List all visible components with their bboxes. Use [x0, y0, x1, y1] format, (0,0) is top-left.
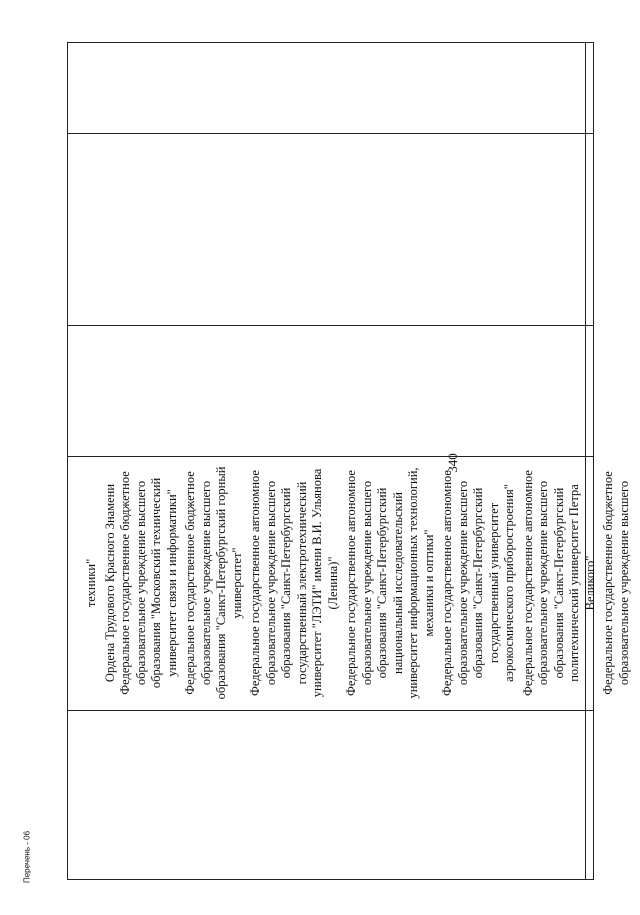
footer-note: Перечень - 06 — [22, 830, 32, 884]
organization-entry: Федеральное государственное бюджетное образовательное учреждение высшего образования "Санкт-Петербургский горный университет" — [183, 466, 244, 700]
organization-entry: техники" — [84, 558, 98, 608]
organization-entry: Ордена Трудового Красного Знамени Федеральное государственное бюджетное образовательное учреждение высшего образования "Московский технический университет связи и информатики" — [102, 471, 179, 695]
rotated-text-block — [84, 459, 631, 707]
organization-entry: Федеральное государственное автономное образовательное учреждение высшего образования "Санкт-Петербургский государственный электротехнический университет "ЛЭТИ" имени В.И. Ульянова (Ленина)" — [248, 468, 340, 698]
organization-entry: Федеральное государственное бюджетное образовательное учреждение высшего — [601, 471, 631, 695]
organization-entry: Федеральное государственное автономное образовательное учреждение высшего образования "Санкт-Петербургский национальный исследовательский университет информационных технологий, механики и оптики" — [344, 467, 436, 699]
organizations-cell — [84, 459, 631, 707]
row-divider — [68, 456, 593, 457]
organization-entry: Федеральное государственное автономное образовательное учреждение высшего образования "Санкт-Петербургский государственный университет аэрокосмического приборостроения" — [440, 470, 516, 696]
row-divider — [68, 710, 593, 711]
page-number: 340 — [445, 453, 460, 473]
row-divider — [68, 133, 593, 134]
organization-entry: Федеральное государственное автономное образовательное учреждение высшего образования "Санкт-Петербургский политехнический университет Петра Великого" — [520, 470, 597, 696]
row-divider — [68, 325, 593, 326]
